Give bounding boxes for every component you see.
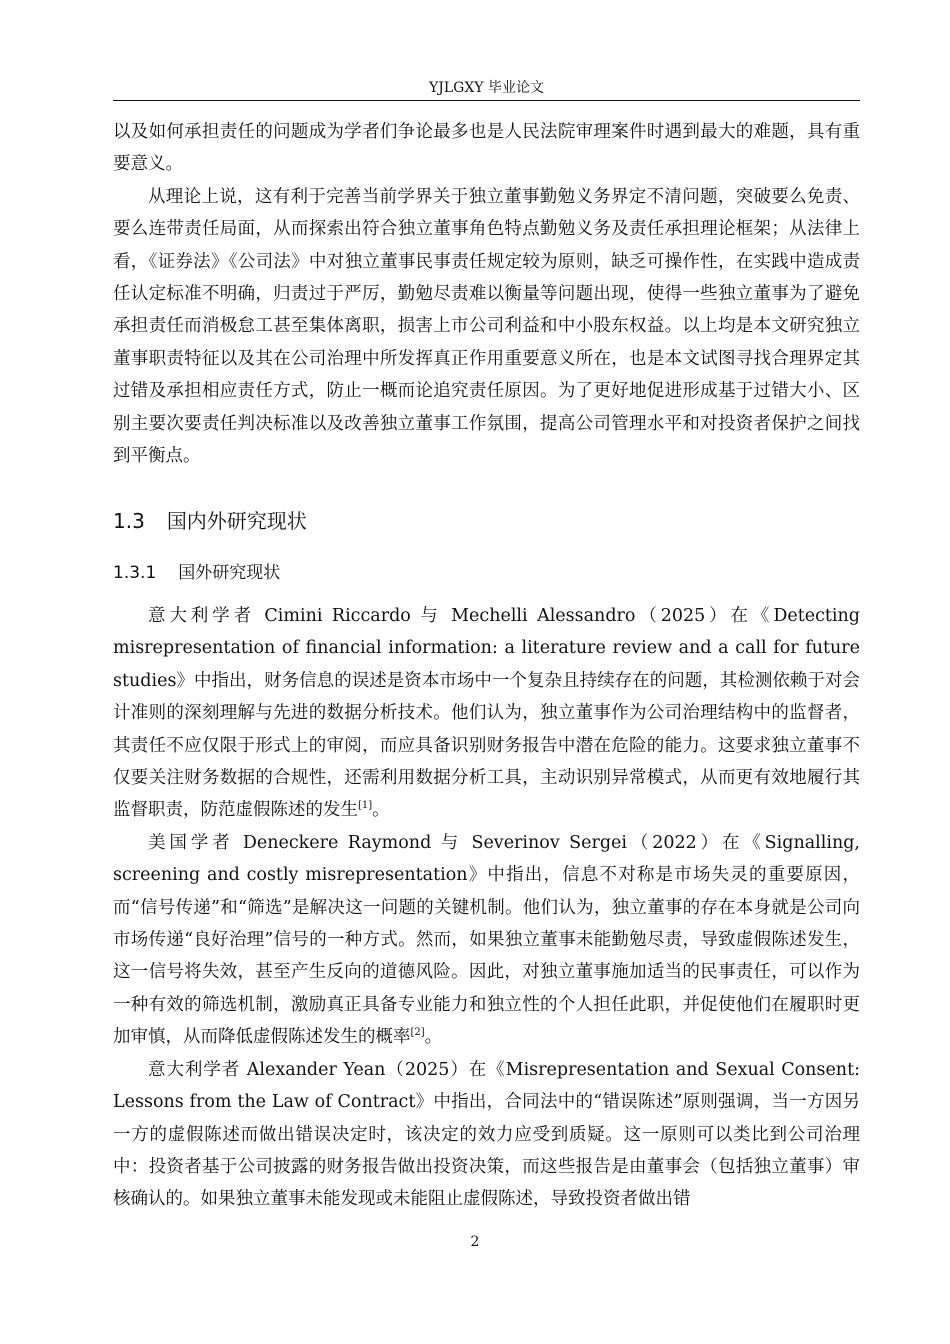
intro-text: [113, 116, 860, 472]
header-rule: [113, 100, 860, 101]
body-text: [113, 600, 860, 1216]
paragraph-3-text: 意大利学者 Cimini Riccardo 与 Mechelli Alessandro（2025）在《Detecting misrepresentation of financial information: a literature review and a call for future studies》中指出，财务信息的误述是资本市场中一个复杂且持续存在的问题，其检测依赖于对会计准则的深刻理解与先进的数据分析技术。他们认为，独立董事作为公司治理结构中的监督者，其责任不应仅限于形式上的审阅，而应具备识别财务报告中潜在危险的能力。这要求独立董事不仅要关注财务数据的合规性，还需利用数据分析工具，主动识别异常模式，从而更有效地履行其监督职责，防范虚假陈述的发生: [113, 606, 860, 821]
paragraph-4-end: 。: [424, 1027, 443, 1048]
paragraph-3-end: 。: [372, 800, 390, 821]
section-heading: [113, 507, 307, 535]
subsection-title: 国外研究现状: [178, 563, 281, 583]
running-header: YJLGXY 毕业论文: [429, 80, 544, 96]
subsection-heading: [113, 561, 280, 585]
citation-2: [2]: [410, 1027, 425, 1039]
citation-1: [1]: [358, 800, 373, 812]
section-title: 国内外研究现状: [166, 509, 307, 533]
paragraph-3: [113, 600, 860, 827]
page-number: 2: [470, 1234, 480, 1250]
paragraph-4: [113, 827, 860, 1054]
paragraph-5: 意大利学者 Alexander Yean（2025）在《Misrepresentation and Sexual Consent: Lessons from the Law of Contract》中指出，合同法中的“错误陈述”原则强调，当一方因另一方的虚假陈述而做出错误决定时，该决定的效力应受到质疑。这一原则可以类比到公司治理中：投资者基于公司披露的财务报告做出投资决策，而这些报告是由董事会（包括独立董事）审核确认的。如果独立董事未能发现或未能阻止虚假陈述，导致投资者做出错: [113, 1059, 860, 1210]
paragraph-1: 以及如何承担责任的问题成为学者们争论最多也是人民法院审理案件时遇到最大的难题，具有重要意义。: [113, 122, 860, 175]
subsection-number: 1.3.1: [113, 563, 157, 583]
paragraph-4-text: 美国学者 Deneckere Raymond 与 Severinov Sergei（2022）在《Signalling, screening and costly misrepresentation》中指出，信息不对称是市场失灵的重要原因，而“信号传递”和“筛选”是解决这一问题的关键机制。他们认为，独立董事的存在本身就是公司向市场传递“良好治理”信号的一种方式。然而，如果独立董事未能勤勉尽责，导致虚假陈述发生，这一信号将失效，甚至产生反向的道德风险。因此，对独立董事施加适当的民事责任，可以作为一种有效的筛选机制，激励真正具备专业能力和独立性的个人担任此职，并促使他们在履职时更加审慎，从而降低虚假陈述发生的概率: [113, 832, 860, 1048]
paragraph-2: 从理论上说，这有利于完善当前学界关于独立董事勤勉义务界定不清问题，突破要么免责、要么连带责任局面，从而探索出符合独立董事角色特点勤勉义务及责任承担理论框架；从法律上看，《证券法》《公司法》中对独立董事民事责任规定较为原则，缺乏可操作性，在实践中造成责任认定标准不明确，归责过于严厉，勤勉尽责难以衡量等问题出现，使得一些独立董事为了避免承担责任而消极怠工甚至集体离职，损害上市公司利益和中小股东权益。以上均是本文研究独立董事职责特征以及其在公司治理中所发挥真正作用重要意义所在，也是本文试图寻找合理界定其过错及承担相应责任方式，防止一概而论追究责任原因。为了更好地促进形成基于过错大小、区别主要次要责任判决标准以及改善独立董事工作氛围，提高公司管理水平和对投资者保护之间找到平衡点。: [113, 186, 860, 467]
section-number: 1.3: [113, 509, 145, 533]
